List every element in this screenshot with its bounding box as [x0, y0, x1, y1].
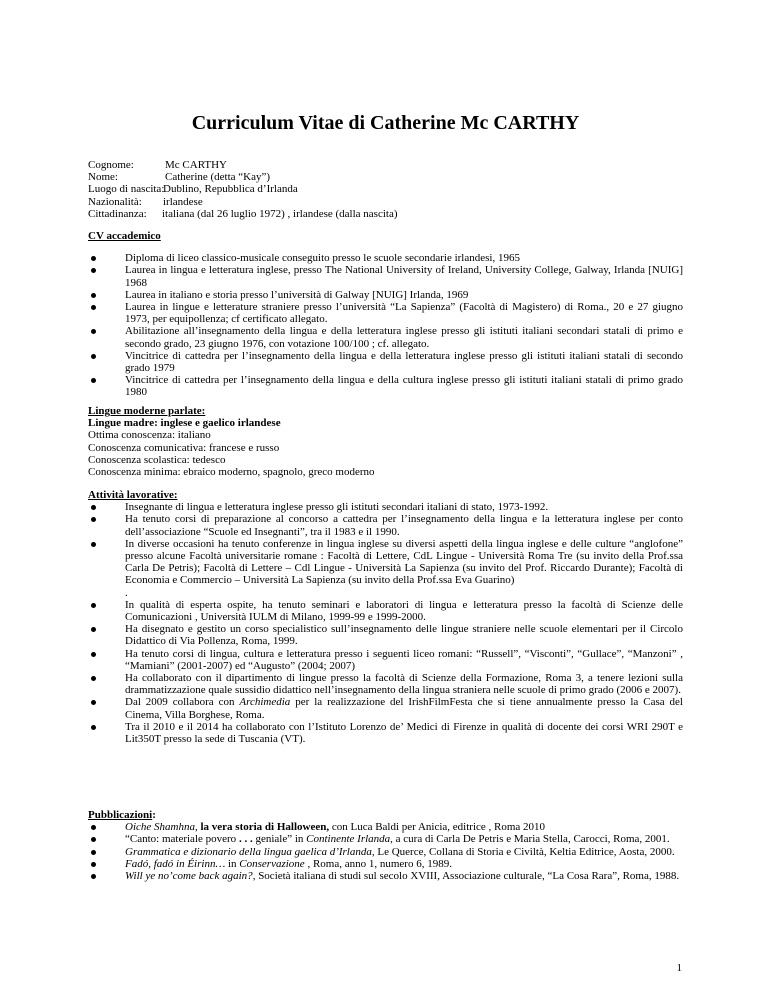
list-item: Laurea in lingua e letteratura inglese, presso The National University of Ireland, University College, Galway, Irlanda [NUIG] 1968	[88, 264, 683, 288]
list-item: In diverse occasioni ha tenuto conferenze in lingua inglese su diversi aspetti della lingua inglese e delle culture “anglofone” presso alcune Facoltà universitarie romane : Facoltà di Lettere, CdL Lingue - Università Roma Tre (su invito della Prof.ssa Carla De Petris); Facoltà di Lettere – Cdl Lingue - Università La Sapienza (su invito del Prof. Riccardo Durante); Facoltà di Economia e Commercio – Università La Sapienza (su invito della Prof.ssa Eva Guarino) .	[88, 538, 683, 599]
list-item: Insegnante di lingua e letteratura inglese presso gli istituti secondari italiani di stato, 1973-1992.	[88, 501, 683, 513]
list-item: Ha tenuto corsi di preparazione al concorso a cattedra per l’insegnamento della lingua e la letteratura inglese per conto dell’associazione “Scuole ed Insegnanti”, tra il 1983 e il 1990.	[88, 513, 683, 537]
citizenship-label: Cittadinanza:	[88, 207, 147, 220]
bullet-icon	[91, 305, 96, 310]
list-item: Fadó, fadó in Éirinn… in Conservazione , Roma, anno 1, numero 6, 1989.	[88, 858, 683, 870]
attivita-list	[88, 501, 683, 745]
list-item: Ha tenuto corsi di lingua, cultura e letteratura presso i seguenti liceo romani: “Russell”, “Visconti”, “Gullace”, “Manzoni” , “Mamiani” (2001-2007) ed “Augusto” (2004; 2007)	[88, 648, 683, 672]
birthplace-value: Dublino, Repubblica d’Irlanda	[163, 183, 298, 196]
list-item: Ha collaborato con il dipartimento di lingue presso la facoltà di Scienze della Formazione, Roma 3, a tenere lezioni sulla drammatizzazione quale sussidio didattico nell’insegnamento della lingua straniera nelle scuole di primo grado (2006 e 2007).	[88, 672, 683, 696]
bullet-icon	[91, 837, 96, 842]
list-item: Laurea in italiano e storia presso l’università di Galway [NUIG] Irlanda, 1969	[88, 289, 683, 301]
citizenship-value: italiana (dal 26 luglio 1972) , irlandese (dalla nascita)	[162, 207, 398, 220]
section-pubblicazioni	[88, 809, 683, 882]
bullet-icon	[91, 256, 96, 261]
list-item: Vincitrice di cattedra per l’insegnamento della lingua e della letteratura inglese presso gli istituti italiani statali di secondo grado 1979	[88, 350, 683, 374]
section-heading-attivita: Attività lavorative:	[88, 489, 178, 501]
section-heading-cv: CV accademico	[88, 230, 161, 242]
bullet-icon	[91, 603, 96, 608]
list-item: Dal 2009 collabora con Archimedia per la realizzazione del IrishFilmFesta che si tiene annualmente presso la Casa del Cinema, Villa Borghese, Roma.	[88, 696, 683, 720]
personal-row-surname	[88, 159, 683, 171]
bullet-icon	[91, 542, 96, 547]
nationality-label: Nazionalità:	[88, 195, 142, 208]
personal-row-name	[88, 171, 683, 183]
bullet-icon	[91, 517, 96, 522]
bullet-icon	[91, 378, 96, 383]
bullet-icon	[91, 293, 96, 298]
bullet-icon	[91, 874, 96, 879]
language-line: Conoscenza minima: ebraico moderno, spagnolo, greco moderno	[88, 466, 375, 479]
section-lingue	[88, 405, 683, 478]
list-item: Will ye no’come back again?, Società italiana di studi sul secolo XVIII, Associazione culturale, “La Cosa Rara”, Roma, 1988.	[88, 870, 683, 882]
bullet-icon	[91, 700, 96, 705]
name-value: Catherine (detta “Kay”)	[165, 171, 271, 184]
nationality-value: irlandese	[163, 195, 203, 208]
bullet-icon	[91, 725, 96, 730]
language-line: Ottima conoscenza: italiano	[88, 429, 211, 442]
language-line: Conoscenza scolastica: tedesco	[88, 453, 226, 466]
bullet-icon	[91, 627, 96, 632]
pubblicazioni-list	[88, 821, 683, 882]
section-heading-lingue: Lingue moderne parlate:	[88, 405, 206, 417]
bullet-icon	[91, 862, 96, 867]
personal-row-birthplace	[88, 183, 683, 195]
list-item: Diploma di liceo classico-musicale conseguito presso le scuole secondarie irlandesi, 1965	[88, 252, 683, 264]
stray-dot: .	[125, 586, 128, 599]
list-item: Ha disegnato e gestito un corso specialistico sull’insegnamento delle lingue straniere nelle scuole elementari per il Circolo Didattico di Via Pollenza, Roma, 1999.	[88, 623, 683, 647]
bullet-icon	[91, 354, 96, 359]
bullet-icon	[91, 652, 96, 657]
language-line: Conoscenza comunicativa: francese e russo	[88, 441, 280, 454]
list-item: Vincitrice di cattedra per l’insegnamento della lingua e della cultura inglese presso gli istituti italiani statali di primo grado 1980	[88, 374, 683, 398]
section-cv-accademico	[88, 230, 683, 399]
bullet-icon	[91, 329, 96, 334]
name-label: Nome:	[88, 171, 118, 184]
list-item: Oiche Shamhna, la vera storia di Halloween, con Luca Baldi per Anicia, editrice , Roma 2010	[88, 821, 683, 833]
list-item: Abilitazione all’insegnamento della lingua e della letteratura inglese presso gli istituti italiani secondari statali di primo e secondo grado, 23 giugno 1976, con votazione 100/100 ; cf. allegato.	[88, 325, 683, 349]
list-item: “Canto: materiale povero . . . geniale” in Continente Irlanda, a cura di Carla De Petris e Maria Stella, Carocci, Roma, 2001.	[88, 833, 683, 845]
personal-info	[88, 159, 683, 220]
bullet-icon	[91, 268, 96, 273]
surname-label: Cognome:	[88, 159, 134, 171]
list-item: Laurea in lingue e letterature straniere presso l’università “La Sapienza” (Facoltà di Magistero) di Roma., 20 e 27 giugno 1973, per equipollenza; cf certificato allegato.	[88, 301, 683, 325]
archimedia-name: Archimedia	[239, 696, 291, 709]
bullet-icon	[91, 676, 96, 681]
surname-value: Mc CARTHY	[165, 159, 227, 171]
page-title: Curriculum Vitae di Catherine Mc CARTHY	[191, 112, 580, 134]
bullet-icon	[91, 850, 96, 855]
page-number: 1	[676, 962, 682, 974]
cv-list	[88, 252, 683, 398]
birthplace-label: Luogo di nascita:	[88, 183, 165, 196]
list-item: Tra il 2010 e il 2014 ha collaborato con l’Istituto Lorenzo de’ Medici di Firenze in qualità di docente dei corsi WRI 290T e Lit350T presso la sede di Tuscania (VT).	[88, 721, 683, 745]
list-item: Grammatica e dizionario della lingua gaelica d’Irlanda, Le Querce, Collana di Storia e Civiltà, Keltia Editrice, Aosta, 2000.	[88, 846, 683, 858]
list-item: In qualità di esperta ospite, ha tenuto seminari e laboratori di lingua e letteratura presso la facoltà di Scienze delle Comunicazioni , Università IULM di Milano, 1999-99 e 1999-2000.	[88, 599, 683, 623]
mother-tongues: Lingue madre: inglese e gaelico irlandese	[88, 417, 281, 430]
bullet-icon	[91, 505, 96, 510]
personal-row-citizenship	[88, 208, 683, 220]
personal-row-nationality	[88, 196, 683, 208]
bullet-icon	[91, 825, 96, 830]
section-attivita	[88, 489, 683, 745]
section-heading-pubblicazioni: Pubblicazioni:	[88, 809, 156, 821]
